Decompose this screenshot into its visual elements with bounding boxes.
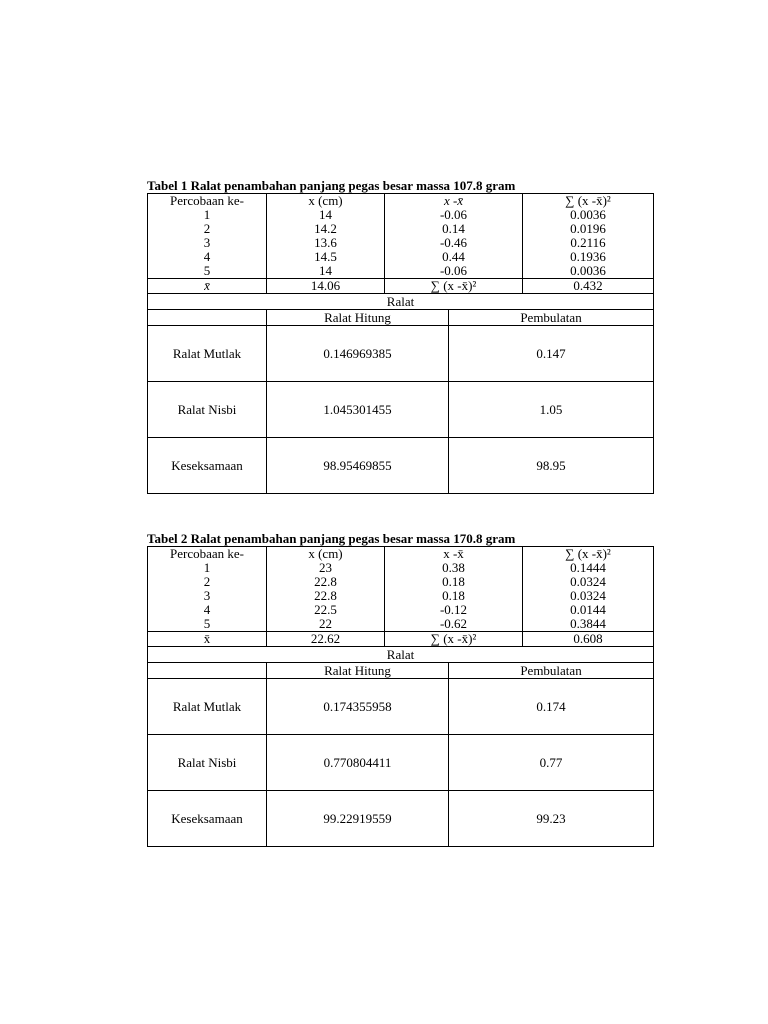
ralat-table <box>147 294 654 494</box>
table-row <box>148 561 654 575</box>
table-cell: -0.12 <box>385 603 523 617</box>
ralat-row <box>148 326 654 382</box>
header-cell: ∑ (x -x̄)² <box>523 547 654 562</box>
header-cell: ∑ (x -x̄)² <box>523 194 654 209</box>
empty-cell <box>148 663 267 679</box>
ralat-row <box>148 382 654 438</box>
ralat-hitung: 0.174355958 <box>267 679 449 735</box>
table-cell: 0.1936 <box>523 250 654 264</box>
table-cell: 14.5 <box>267 250 385 264</box>
table-cell: 0.38 <box>385 561 523 575</box>
header-cell: x -x̄ <box>385 194 523 209</box>
header-cell: Pembulatan <box>449 310 654 326</box>
measurement-table <box>147 546 654 647</box>
table-1-block <box>147 179 653 494</box>
table-row <box>148 617 654 632</box>
ralat-row <box>148 735 654 791</box>
table-row <box>148 236 654 250</box>
table-header-row <box>148 547 654 562</box>
table-caption: Tabel 2 Ralat penambahan panjang pegas besar massa 170.8 gram <box>147 531 516 546</box>
table-cell: 14 <box>267 264 385 279</box>
ralat-pembulatan: 0.77 <box>449 735 654 791</box>
ralat-pembulatan: 0.174 <box>449 679 654 735</box>
table-cell: 1 <box>148 208 267 222</box>
ralat-label: Keseksamaan <box>148 438 267 494</box>
table-cell: 3 <box>148 589 267 603</box>
mean-value: 14.06 <box>267 279 385 294</box>
ralat-hitung: 0.770804411 <box>267 735 449 791</box>
header-cell: Pembulatan <box>449 663 654 679</box>
header-cell: Ralat Hitung <box>267 310 449 326</box>
header-cell: x (cm) <box>267 547 385 562</box>
ralat-title: Ralat <box>148 647 654 663</box>
mean-label: x̄ <box>148 632 267 647</box>
table-cell: 14 <box>267 208 385 222</box>
ralat-title: Ralat <box>148 294 654 310</box>
header-cell: Ralat Hitung <box>267 663 449 679</box>
ralat-hitung: 1.045301455 <box>267 382 449 438</box>
ralat-table <box>147 647 654 847</box>
table-cell: 0.3844 <box>523 617 654 632</box>
table-cell: 23 <box>267 561 385 575</box>
sum-label: ∑ (x -x̄)² <box>385 279 523 294</box>
table-row <box>148 208 654 222</box>
ralat-label: Keseksamaan <box>148 791 267 847</box>
table-cell: 0.1444 <box>523 561 654 575</box>
table-cell: -0.62 <box>385 617 523 632</box>
table-cell: 4 <box>148 250 267 264</box>
ralat-pembulatan: 99.23 <box>449 791 654 847</box>
ralat-pembulatan: 1.05 <box>449 382 654 438</box>
header-cell: Percobaan ke- <box>148 547 267 562</box>
table-cell: 5 <box>148 264 267 279</box>
ralat-hitung: 99.22919559 <box>267 791 449 847</box>
table-cell: 0.0324 <box>523 589 654 603</box>
table-cell: 14.2 <box>267 222 385 236</box>
ralat-hitung: 98.95469855 <box>267 438 449 494</box>
table-row <box>148 589 654 603</box>
ralat-row <box>148 679 654 735</box>
header-cell: x (cm) <box>267 194 385 209</box>
table-row <box>148 250 654 264</box>
mean-row <box>148 632 654 647</box>
table-cell: -0.06 <box>385 264 523 279</box>
table-row <box>148 222 654 236</box>
table-cell: 3 <box>148 236 267 250</box>
table-cell: 0.18 <box>385 575 523 589</box>
table-cell: -0.46 <box>385 236 523 250</box>
header-cell: x -x̄ <box>385 547 523 562</box>
ralat-label: Ralat Mutlak <box>148 679 267 735</box>
ralat-pembulatan: 98.95 <box>449 438 654 494</box>
table-cell: 22.8 <box>267 575 385 589</box>
table-cell: 0.14 <box>385 222 523 236</box>
ralat-header-row <box>148 310 654 326</box>
table-caption: Tabel 1 Ralat penambahan panjang pegas besar massa 107.8 gram <box>147 178 516 193</box>
table-cell: -0.06 <box>385 208 523 222</box>
table-cell: 2 <box>148 575 267 589</box>
ralat-label: Ralat Nisbi <box>148 735 267 791</box>
table-header-row <box>148 194 654 209</box>
ralat-hitung: 0.146969385 <box>267 326 449 382</box>
table-cell: 13.6 <box>267 236 385 250</box>
empty-cell <box>148 310 267 326</box>
table-cell: 4 <box>148 603 267 617</box>
table-cell: 22 <box>267 617 385 632</box>
sum-value: 0.608 <box>523 632 654 647</box>
table-cell: 0.0196 <box>523 222 654 236</box>
ralat-pembulatan: 0.147 <box>449 326 654 382</box>
measurement-table <box>147 193 654 294</box>
mean-label: x̄ <box>148 279 267 294</box>
table-cell: 1 <box>148 561 267 575</box>
ralat-label: Ralat Nisbi <box>148 382 267 438</box>
ralat-row <box>148 438 654 494</box>
table-2-block <box>147 532 653 847</box>
table-cell: 0.44 <box>385 250 523 264</box>
ralat-label: Ralat Mutlak <box>148 326 267 382</box>
ralat-title-row <box>148 647 654 663</box>
mean-row <box>148 279 654 294</box>
table-cell: 0.0324 <box>523 575 654 589</box>
ralat-header-row <box>148 663 654 679</box>
table-cell: 22.5 <box>267 603 385 617</box>
table-cell: 0.0036 <box>523 208 654 222</box>
table-cell: 22.8 <box>267 589 385 603</box>
table-cell: 0.0036 <box>523 264 654 279</box>
table-cell: 0.2116 <box>523 236 654 250</box>
table-cell: 2 <box>148 222 267 236</box>
mean-value: 22.62 <box>267 632 385 647</box>
table-cell: 0.18 <box>385 589 523 603</box>
table-row <box>148 575 654 589</box>
table-row <box>148 603 654 617</box>
sum-label: ∑ (x -x̄)² <box>385 632 523 647</box>
table-cell: 5 <box>148 617 267 632</box>
sum-value: 0.432 <box>523 279 654 294</box>
ralat-title-row <box>148 294 654 310</box>
table-cell: 0.0144 <box>523 603 654 617</box>
header-cell: Percobaan ke- <box>148 194 267 209</box>
ralat-row <box>148 791 654 847</box>
table-row <box>148 264 654 279</box>
